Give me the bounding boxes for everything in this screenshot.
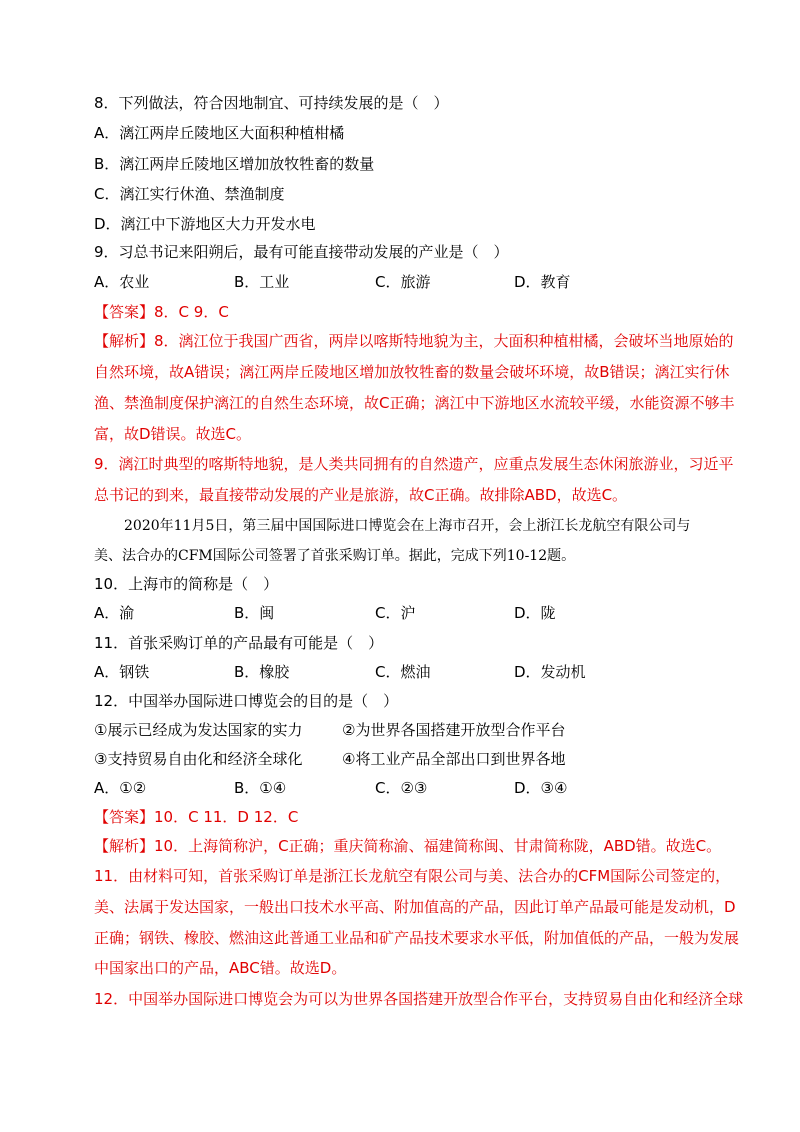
q9-option-b: B．工业 bbox=[234, 273, 290, 291]
q9-options-row bbox=[94, 272, 714, 292]
q11-stem: 11．首张采购订单的产品最有可能是（ ） bbox=[94, 634, 384, 652]
q12-statement-3: ③支持贸易自由化和经济全球化 bbox=[94, 750, 303, 768]
q9-option-c: C．旅游 bbox=[375, 273, 431, 291]
q12-option-a: A．①② bbox=[94, 779, 147, 797]
q8-option-c: C．漓江实行休渔、禁渔制度 bbox=[94, 185, 285, 203]
analysis-8-line-3: 渔、禁渔制度保护漓江的自然生态环境，故C正确；漓江中下游地区水流较平缓，水能资源不够丰 bbox=[94, 394, 735, 412]
q8-option-b: B．漓江两岸丘陵地区增加放牧牲畜的数量 bbox=[94, 155, 375, 173]
q9-option-d: D．教育 bbox=[514, 273, 571, 291]
analysis-12-line-1: 12．中国举办国际进口博览会为可以为世界各国搭建开放型合作平台，支持贸易自由化和经济全球 bbox=[94, 990, 744, 1008]
q12-statements-row-1 bbox=[94, 720, 714, 740]
q12-option-c: C．②③ bbox=[375, 779, 428, 797]
q10-option-a: A．渝 bbox=[94, 604, 135, 622]
q12-statement-1: ①展示已经成为发达国家的实力 bbox=[94, 721, 303, 739]
analysis-10: 【解析】10．上海简称沪，C正确；重庆简称渝、福建简称闽、甘肃简称陇，ABD错。故选C。 bbox=[94, 837, 722, 855]
q11-options-row bbox=[94, 662, 714, 682]
material-line-2: 美、法合办的CFM国际公司签署了首张采购订单。据此，完成下列10-12题。 bbox=[94, 548, 576, 564]
analysis-11-line-3: 正确；钢铁、橡胶、燃油这此普通工业品和矿产品技术要求水平低，附加值低的产品，一般为发展 bbox=[94, 929, 740, 947]
analysis-11-line-4: 中国家出口的产品，ABC错。故选D。 bbox=[94, 959, 347, 977]
q12-stem: 12．中国举办国际进口博览会的目的是（ ） bbox=[94, 692, 399, 710]
analysis-11-line-1: 11．由材料可知，首张采购订单是浙江长龙航空有限公司与美、法合办的CFM国际公司签定的， bbox=[94, 867, 731, 885]
q12-option-b: B．①④ bbox=[234, 779, 287, 797]
q10-option-c: C．沪 bbox=[375, 604, 416, 622]
q10-option-d: D．陇 bbox=[514, 604, 556, 622]
q10-options-row bbox=[94, 603, 714, 623]
q12-statements-row-2 bbox=[94, 749, 714, 769]
answer-10-12: 【答案】10．C 11．D 12．C bbox=[94, 808, 299, 826]
q8-option-d: D．漓江中下游地区大力开发水电 bbox=[94, 215, 316, 233]
q8-stem: 8．下列做法，符合因地制宜、可持续发展的是（ ） bbox=[94, 94, 449, 112]
answer-8-9: 【答案】8．C 9．C bbox=[94, 303, 229, 321]
material-line-1: 2020年11月5日，第三届中国国际进口博览会在上海市召开，会上浙江长龙航空有限公司与 bbox=[124, 518, 691, 534]
analysis-8-line-1: 【解析】8．漓江位于我国广西省，两岸以喀斯特地貌为主，大面积种植柑橘，会破坏当地原始的 bbox=[94, 332, 734, 350]
q12-statement-4: ④将工业产品全部出口到世界各地 bbox=[342, 750, 566, 768]
analysis-8-line-2: 自然环境，故A错误；漓江两岸丘陵地区增加放牧牲畜的数量会破坏环境，故B错误；漓江实行休 bbox=[94, 363, 730, 381]
q8-option-a: A．漓江两岸丘陵地区大面积种植柑橘 bbox=[94, 124, 345, 142]
q11-option-d: D．发动机 bbox=[514, 663, 586, 681]
analysis-11-line-2: 美、法属于发达国家，一般出口技术水平高、附加值高的产品，因此订单产品最可能是发动机，D bbox=[94, 898, 736, 916]
analysis-9-line-2: 总书记的到来，最直接带动发展的产业是旅游，故C正确。故排除ABD，故选C。 bbox=[94, 486, 628, 504]
analysis-8-line-4: 富，故D错误。故选C。 bbox=[94, 425, 252, 443]
q11-option-a: A．钢铁 bbox=[94, 663, 150, 681]
analysis-9-line-1: 9．漓江时典型的喀斯特地貌，是人类共同拥有的自然遗产，应重点发展生态休闲旅游业，习近平 bbox=[94, 455, 734, 473]
q11-option-b: B．橡胶 bbox=[234, 663, 290, 681]
q12-options-row bbox=[94, 778, 714, 798]
q10-option-b: B．闽 bbox=[234, 604, 275, 622]
q9-stem: 9．习总书记来阳朔后，最有可能直接带动发展的产业是（ ） bbox=[94, 243, 509, 261]
q10-stem: 10．上海市的简称是（ ） bbox=[94, 575, 279, 593]
q12-option-d: D．③④ bbox=[514, 779, 568, 797]
q9-option-a: A．农业 bbox=[94, 273, 150, 291]
q12-statement-2: ②为世界各国搭建开放型合作平台 bbox=[342, 721, 566, 739]
q11-option-c: C．燃油 bbox=[375, 663, 431, 681]
